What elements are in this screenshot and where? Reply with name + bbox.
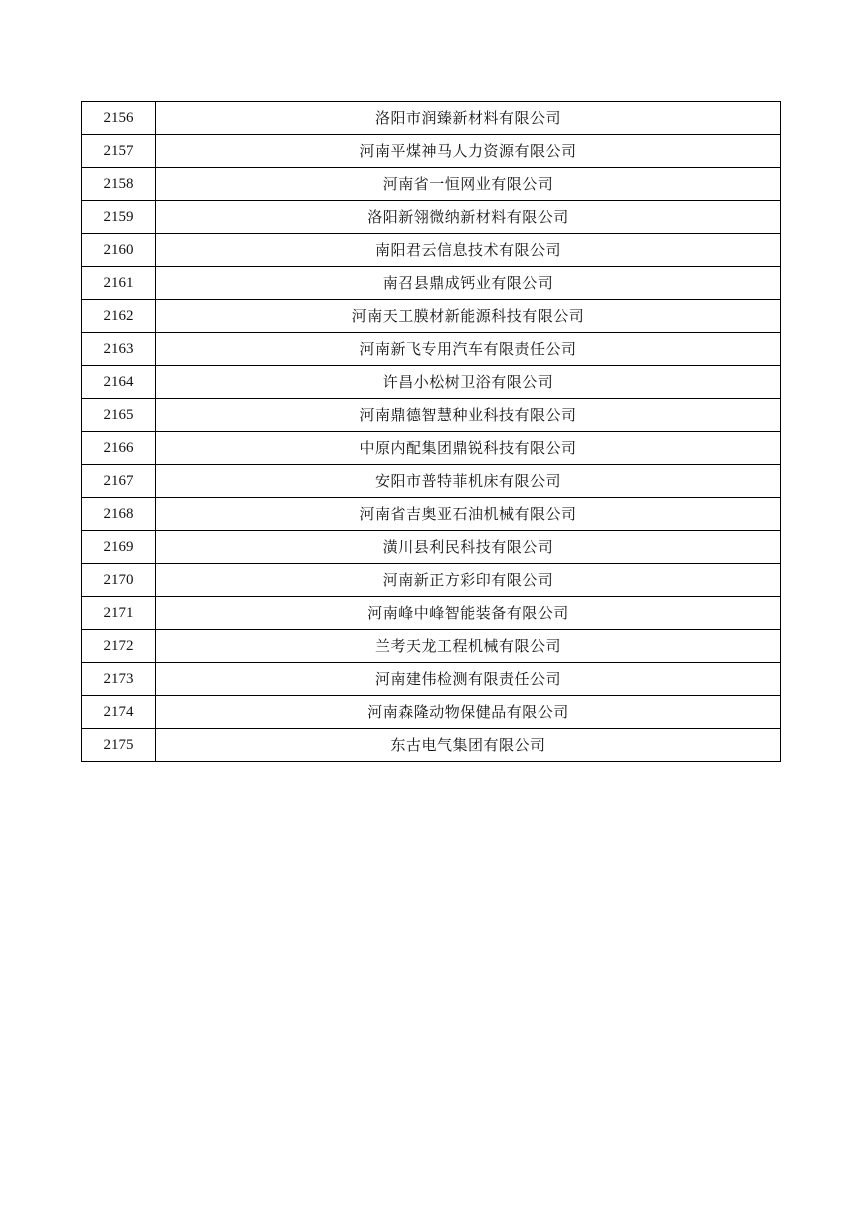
company-name: 河南天工膜材新能源科技有限公司 — [156, 300, 781, 333]
company-name: 潢川县利民科技有限公司 — [156, 531, 781, 564]
row-number: 2163 — [82, 333, 156, 366]
company-name: 河南新正方彩印有限公司 — [156, 564, 781, 597]
company-name: 河南新飞专用汽车有限责任公司 — [156, 333, 781, 366]
row-number: 2167 — [82, 465, 156, 498]
company-name: 南阳君云信息技术有限公司 — [156, 234, 781, 267]
table-row — [82, 531, 781, 564]
company-name: 安阳市普特菲机床有限公司 — [156, 465, 781, 498]
row-number: 2160 — [82, 234, 156, 267]
row-number: 2168 — [82, 498, 156, 531]
table-row — [82, 201, 781, 234]
company-name: 河南森隆动物保健品有限公司 — [156, 696, 781, 729]
row-number: 2159 — [82, 201, 156, 234]
table-row — [82, 663, 781, 696]
table-row — [82, 597, 781, 630]
company-name: 东古电气集团有限公司 — [156, 729, 781, 762]
row-number: 2158 — [82, 168, 156, 201]
company-name: 洛阳市润臻新材料有限公司 — [156, 102, 781, 135]
company-name: 兰考天龙工程机械有限公司 — [156, 630, 781, 663]
row-number: 2175 — [82, 729, 156, 762]
table-row — [82, 102, 781, 135]
table-row — [82, 696, 781, 729]
table-row — [82, 432, 781, 465]
table-row — [82, 267, 781, 300]
table-row — [82, 729, 781, 762]
table-row — [82, 366, 781, 399]
company-list-table — [81, 101, 781, 762]
row-number: 2157 — [82, 135, 156, 168]
company-name: 许昌小松树卫浴有限公司 — [156, 366, 781, 399]
table-row — [82, 465, 781, 498]
table-row — [82, 399, 781, 432]
row-number: 2166 — [82, 432, 156, 465]
row-number: 2173 — [82, 663, 156, 696]
row-number: 2165 — [82, 399, 156, 432]
table-row — [82, 564, 781, 597]
table-row — [82, 498, 781, 531]
table-row — [82, 630, 781, 663]
company-name: 中原内配集团鼎锐科技有限公司 — [156, 432, 781, 465]
company-name: 河南鼎德智慧种业科技有限公司 — [156, 399, 781, 432]
company-name: 南召县鼎成钙业有限公司 — [156, 267, 781, 300]
company-name: 河南省吉奥亚石油机械有限公司 — [156, 498, 781, 531]
company-name: 河南省一恒网业有限公司 — [156, 168, 781, 201]
table-row — [82, 333, 781, 366]
company-name: 河南建伟检测有限责任公司 — [156, 663, 781, 696]
row-number: 2162 — [82, 300, 156, 333]
company-name: 河南平煤神马人力资源有限公司 — [156, 135, 781, 168]
row-number: 2161 — [82, 267, 156, 300]
company-list-body — [82, 102, 781, 762]
row-number: 2172 — [82, 630, 156, 663]
company-name: 洛阳新翎微纳新材料有限公司 — [156, 201, 781, 234]
company-name: 河南峰中峰智能装备有限公司 — [156, 597, 781, 630]
table-row — [82, 135, 781, 168]
row-number: 2170 — [82, 564, 156, 597]
row-number: 2171 — [82, 597, 156, 630]
row-number: 2164 — [82, 366, 156, 399]
row-number: 2169 — [82, 531, 156, 564]
table-row — [82, 234, 781, 267]
row-number: 2156 — [82, 102, 156, 135]
table-row — [82, 168, 781, 201]
row-number: 2174 — [82, 696, 156, 729]
table-row — [82, 300, 781, 333]
